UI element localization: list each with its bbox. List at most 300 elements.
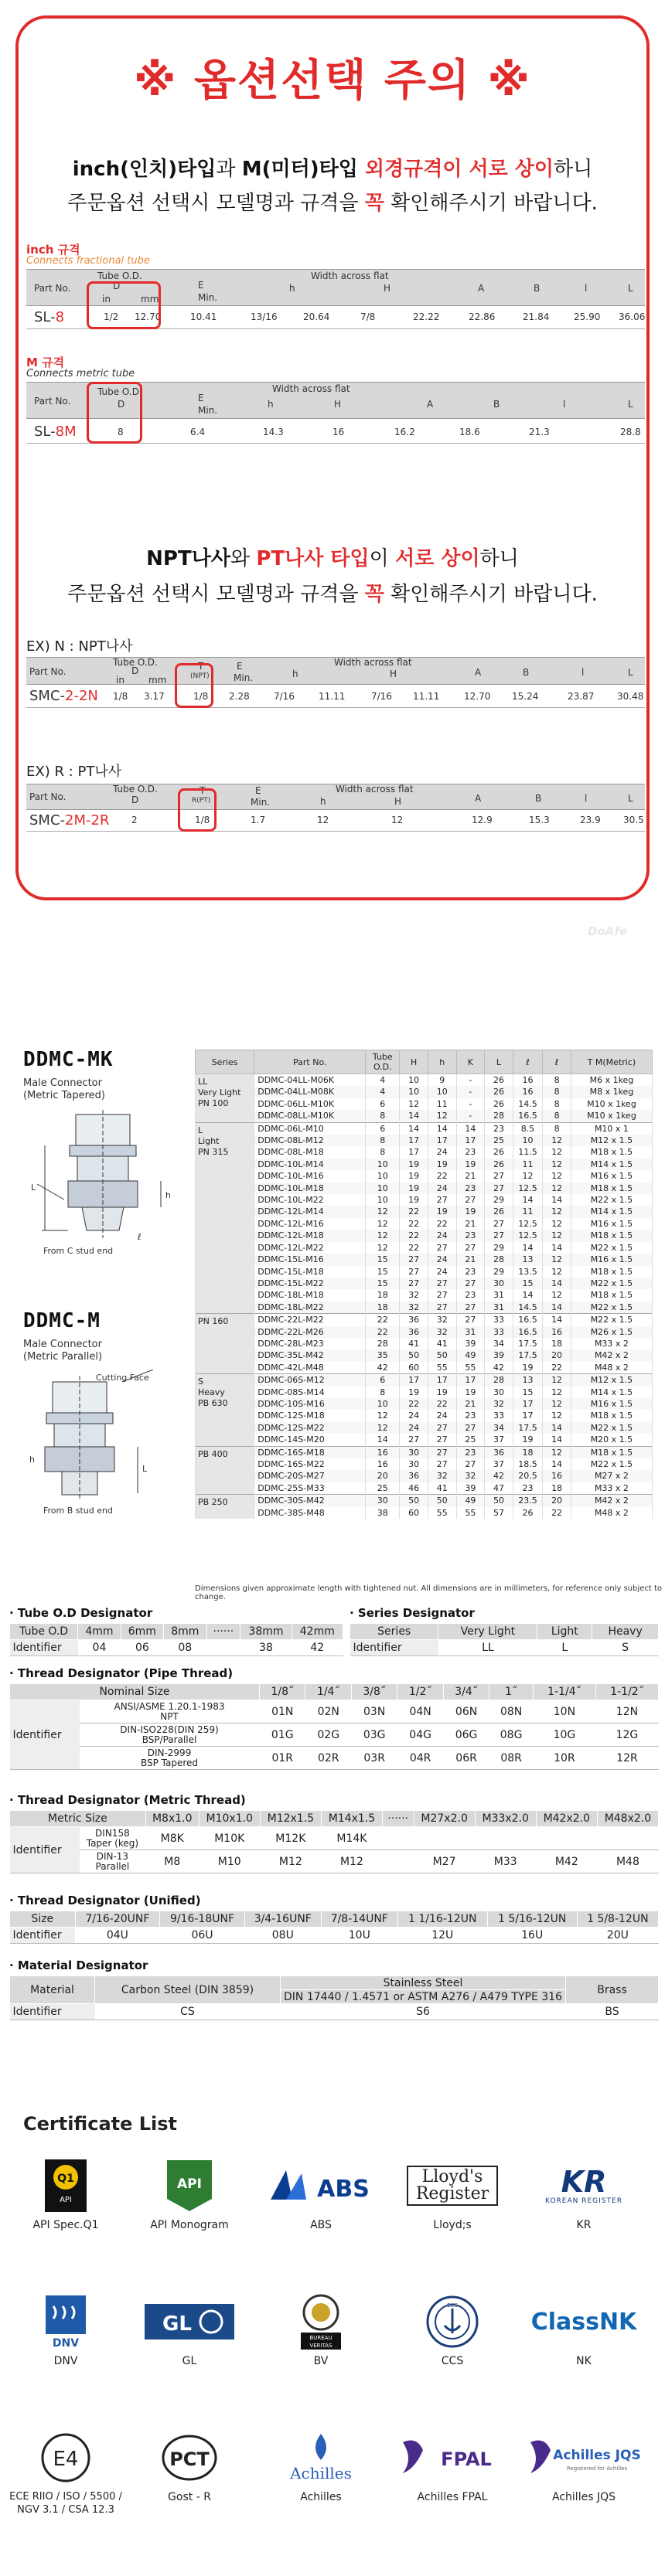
spec-cell: 29 bbox=[485, 1266, 513, 1278]
notice-line-3: NPT나사와 PT나사 타입이 서로 상이하니 bbox=[146, 547, 519, 570]
spec-cell: 30 bbox=[485, 1278, 513, 1289]
unified_thread-header-1: 7/16-20UNF bbox=[75, 1911, 160, 1928]
spec-cell: 16 bbox=[543, 1470, 571, 1482]
tube_od-header-4: ······ bbox=[206, 1624, 240, 1640]
pt-thread-highlight bbox=[178, 788, 217, 832]
metric_thread-value: M8K bbox=[145, 1827, 199, 1850]
table-row bbox=[196, 1422, 653, 1434]
pipe_thread-header-3: 3/8˝ bbox=[351, 1684, 397, 1700]
pipe_thread-value: 08R bbox=[489, 1747, 534, 1770]
spec-cell: 46 bbox=[400, 1482, 428, 1495]
metric_thread-value: M12 bbox=[260, 1850, 321, 1873]
spec-cell: 12 bbox=[543, 1135, 571, 1146]
series-cell: PN 160 bbox=[196, 1314, 254, 1374]
pipe_thread-value: 04N bbox=[397, 1700, 443, 1724]
table-row bbox=[196, 1242, 653, 1254]
spec-cell: 19 bbox=[400, 1159, 428, 1170]
spec-cell: M22 x 1.5 bbox=[571, 1278, 652, 1289]
unified_thread-cell-2: 06U bbox=[160, 1928, 245, 1944]
spec-cell: 50 bbox=[400, 1495, 428, 1507]
svg-text:Registered for Achilles: Registered for Achilles bbox=[566, 2465, 628, 2472]
spec-cell: 12 bbox=[543, 1410, 571, 1421]
spec-cell: 36 bbox=[400, 1326, 428, 1338]
metric_thread-value: M10K bbox=[199, 1827, 260, 1850]
spec-cell: M14 x 1.5 bbox=[571, 1206, 652, 1217]
spec-cell: 25 bbox=[366, 1482, 400, 1495]
spec-cell: 14 bbox=[543, 1434, 571, 1446]
spec-cell: 42 bbox=[366, 1362, 400, 1374]
table-row bbox=[196, 1183, 653, 1194]
metric_thread-value bbox=[475, 1827, 536, 1850]
tube-od-designator-title: · Tube O.D Designator bbox=[9, 1606, 153, 1620]
cert-dnv: DNV DNV bbox=[8, 2291, 124, 2368]
spec-cell: 9 bbox=[428, 1074, 456, 1087]
cert-achilles: Achilles Achilles bbox=[263, 2427, 379, 2504]
spec-cell: 15 bbox=[366, 1266, 400, 1278]
spec-cell: 14 bbox=[543, 1458, 571, 1470]
spec-cell: 12 bbox=[543, 1218, 571, 1230]
table-row bbox=[196, 1098, 653, 1110]
metric_thread-header-9: M48x2.0 bbox=[597, 1811, 658, 1827]
spec-cell: 17 bbox=[400, 1374, 428, 1387]
spec-cell: 18 bbox=[543, 1338, 571, 1349]
svg-text:h: h bbox=[165, 1190, 171, 1200]
spec-cell: 19 bbox=[456, 1159, 485, 1170]
cert-achilles-jqs: Achilles JQS Registered for Achilles Achilles JQS bbox=[526, 2427, 642, 2504]
tube_od-cell-0: Identifier bbox=[10, 1640, 78, 1656]
svg-text:API: API bbox=[177, 2176, 202, 2192]
unified-thread-designator-title: · Thread Designator (Unified) bbox=[9, 1894, 201, 1907]
spec-cell: 49 bbox=[456, 1349, 485, 1361]
part-number: DDMC-08L-M18 bbox=[254, 1146, 366, 1158]
spec-cell: 14 bbox=[400, 1122, 428, 1135]
model-sub-m: Male Connector (Metric Parallel) bbox=[23, 1339, 103, 1363]
carbon-steel-header: Carbon Steel (DIN 3859) bbox=[95, 1976, 281, 2004]
pipe_thread-value: 10R bbox=[533, 1747, 595, 1770]
spec-cell: 8 bbox=[366, 1146, 400, 1158]
spec-cell: 8 bbox=[543, 1098, 571, 1110]
unified_thread-header-3: 3/4-16UNF bbox=[244, 1911, 321, 1928]
spec-cell: 10 bbox=[366, 1194, 400, 1206]
notice-line-1: inch(인치)타입과 M(미터)타입 외경규격이 서로 상이하니 bbox=[72, 158, 593, 181]
spec-cell: 23 bbox=[456, 1146, 485, 1158]
pipe_thread-standard: DIN-2999 BSP Tapered bbox=[80, 1747, 260, 1770]
svg-text:DNV: DNV bbox=[52, 2337, 80, 2350]
svg-text:L: L bbox=[142, 1464, 148, 1474]
svg-text:E4: E4 bbox=[53, 2448, 79, 2471]
spec-cell: 8 bbox=[543, 1086, 571, 1097]
spec-cell: M10 x 1 bbox=[571, 1122, 652, 1135]
stainless-steel-subheader: DIN 17440 / 1.4571 or ASTM A276 / A479 TYPE 316 bbox=[281, 1990, 566, 2004]
table-row bbox=[196, 1338, 653, 1349]
metric_thread-identifier: Identifier bbox=[10, 1827, 80, 1873]
table-row bbox=[196, 1314, 653, 1326]
spec-cell: 23 bbox=[456, 1230, 485, 1241]
part-number: DDMC-04LL-M08K bbox=[254, 1086, 366, 1097]
pipe_thread-value: 02N bbox=[305, 1700, 351, 1724]
spec-cell: M33 x 2 bbox=[571, 1338, 652, 1349]
spec-cell: 57 bbox=[485, 1507, 513, 1519]
metric_thread-header-8: M42x2.0 bbox=[536, 1811, 597, 1827]
unified_thread-cell-0: Identifier bbox=[10, 1928, 76, 1944]
pipe_thread-header-7: 1-1/4˝ bbox=[533, 1684, 595, 1700]
unified_thread-cell-1: 04U bbox=[75, 1928, 160, 1944]
svg-text:Achilles JQS: Achilles JQS bbox=[553, 2448, 641, 2463]
spec-cell: 4 bbox=[366, 1074, 400, 1087]
spec-cell: 31 bbox=[485, 1289, 513, 1301]
svg-text:L: L bbox=[31, 1183, 36, 1193]
spec-cell: M18 x 1.5 bbox=[571, 1183, 652, 1194]
spec-cell: M22 x 1.5 bbox=[571, 1422, 652, 1434]
spec-cell: 17 bbox=[456, 1135, 485, 1146]
spec-cell: M18 x 1.5 bbox=[571, 1410, 652, 1421]
spec-cell: M12 x 1.5 bbox=[571, 1135, 652, 1146]
table-row bbox=[196, 1434, 653, 1446]
spec-cell: M16 x 1.5 bbox=[571, 1398, 652, 1410]
metric-od-highlight bbox=[87, 382, 142, 444]
spec-cell: M18 x 1.5 bbox=[571, 1289, 652, 1301]
spec-cell: 32 bbox=[456, 1470, 485, 1482]
spec-cell: 30 bbox=[366, 1495, 400, 1507]
unified_thread-cell-5: 12U bbox=[397, 1928, 487, 1944]
unified_thread-header-5: 1 1/16-12UN bbox=[397, 1911, 487, 1928]
spec-cell: 19 bbox=[456, 1206, 485, 1217]
part-number: DDMC-08L-M12 bbox=[254, 1135, 366, 1146]
series_des-header-3: Heavy bbox=[592, 1624, 659, 1640]
spec-cell: - bbox=[456, 1074, 485, 1087]
unified_thread-cell-6: 16U bbox=[487, 1928, 577, 1944]
spec-cell: 14 bbox=[456, 1122, 485, 1135]
spec-cell: 18 bbox=[366, 1302, 400, 1314]
spec-cell: 6 bbox=[366, 1098, 400, 1110]
part-number: DDMC-06LL-M10K bbox=[254, 1098, 366, 1110]
spec-cell: 34 bbox=[485, 1338, 513, 1349]
spec-cell: 33 bbox=[485, 1410, 513, 1421]
spec-cell: 27 bbox=[428, 1194, 456, 1206]
spec-cell: M6 x 1keg bbox=[571, 1074, 652, 1087]
ccs-logo-icon bbox=[394, 2291, 510, 2353]
metric-label: M 규격 bbox=[26, 356, 65, 369]
spec-cell: 8 bbox=[543, 1122, 571, 1135]
pipe_thread-value: 08G bbox=[489, 1724, 534, 1747]
material-s6: S6 bbox=[281, 2004, 566, 2020]
spec-cell: 14 bbox=[400, 1110, 428, 1122]
table-row bbox=[196, 1398, 653, 1410]
spec-cell: 17.5 bbox=[513, 1338, 542, 1349]
pipe-thread-designator-title: · Thread Designator (Pipe Thread) bbox=[9, 1666, 234, 1680]
pipe_thread-value: 10G bbox=[533, 1724, 595, 1747]
spec-cell: 20 bbox=[543, 1349, 571, 1361]
pipe_thread-identifier: Identifier bbox=[10, 1700, 80, 1770]
cert-nk: ClassNK NK bbox=[526, 2291, 642, 2368]
spec-cell: 23 bbox=[456, 1446, 485, 1458]
spec-cell: 12 bbox=[543, 1387, 571, 1398]
spec-cell: 22 bbox=[543, 1362, 571, 1374]
spec-cell: 20.5 bbox=[513, 1470, 542, 1482]
spec-cell: 27 bbox=[485, 1218, 513, 1230]
spec-cell: 27 bbox=[428, 1289, 456, 1301]
spec-cell: 12 bbox=[366, 1230, 400, 1241]
spec-cell: 27 bbox=[428, 1458, 456, 1470]
unified_thread-cell-3: 08U bbox=[244, 1928, 321, 1944]
metric_thread-header-7: M33x2.0 bbox=[475, 1811, 536, 1827]
spec-cell: 26 bbox=[485, 1159, 513, 1170]
spec-header-5: K bbox=[456, 1050, 485, 1074]
pipe_thread-value: 03N bbox=[351, 1700, 397, 1724]
metric_thread-value: M42 bbox=[536, 1850, 597, 1873]
metric_thread-value bbox=[382, 1827, 414, 1850]
table-row bbox=[196, 1122, 653, 1135]
spec-cell: 11 bbox=[513, 1206, 542, 1217]
e4-logo-icon bbox=[8, 2427, 124, 2489]
part-number: DDMC-10L-M18 bbox=[254, 1183, 366, 1194]
cert-api-monogram: API API Monogram bbox=[131, 2155, 247, 2232]
spec-cell: 36 bbox=[400, 1470, 428, 1482]
spec-cell: 12 bbox=[543, 1446, 571, 1458]
spec-cell: 17 bbox=[456, 1374, 485, 1387]
material-cs: CS bbox=[95, 2004, 281, 2020]
part-number: DDMC-18L-M18 bbox=[254, 1289, 366, 1301]
spec-cell: 16 bbox=[513, 1086, 542, 1097]
spec-cell: 12 bbox=[543, 1159, 571, 1170]
spec-cell: 41 bbox=[428, 1482, 456, 1495]
spec-cell: 25 bbox=[456, 1434, 485, 1446]
spec-cell: M22 x 1.5 bbox=[571, 1194, 652, 1206]
spec-cell: 17.5 bbox=[513, 1349, 542, 1361]
metric_thread-standard: DIN-13 Parallel bbox=[80, 1850, 146, 1873]
metric_thread-header-1: M8x1.0 bbox=[145, 1811, 199, 1827]
spec-cell: 6 bbox=[366, 1374, 400, 1387]
tube_od-cell-5: 38 bbox=[240, 1640, 292, 1656]
metric_thread-value: M12 bbox=[321, 1850, 382, 1873]
spec-cell: 14.5 bbox=[513, 1098, 542, 1110]
metric_thread-value bbox=[536, 1827, 597, 1850]
material-bs: BS bbox=[566, 2004, 659, 2020]
spec-cell: 27 bbox=[428, 1434, 456, 1446]
table-row bbox=[196, 1230, 653, 1241]
spec-cell: 24 bbox=[428, 1410, 456, 1421]
pipe_thread-value: 12G bbox=[595, 1724, 658, 1747]
pipe_thread-header-4: 1/2˝ bbox=[397, 1684, 443, 1700]
table-row bbox=[196, 1218, 653, 1230]
spec-cell: 12 bbox=[543, 1266, 571, 1278]
spec-cell: 18 bbox=[513, 1446, 542, 1458]
spec-cell: 22 bbox=[400, 1230, 428, 1241]
pt-example-label: EX) R : PT나사 bbox=[26, 764, 122, 780]
metric_thread-value: M27 bbox=[414, 1850, 475, 1873]
lloyds-register-logo-icon: Lloyd's Register bbox=[394, 2155, 510, 2217]
gl-logo-icon bbox=[131, 2291, 247, 2353]
series_des-cell-3: S bbox=[592, 1640, 659, 1656]
table-row bbox=[10, 1850, 659, 1873]
pipe_thread-header-5: 3/4˝ bbox=[443, 1684, 489, 1700]
spec-cell: 27 bbox=[456, 1278, 485, 1289]
spec-cell: 22 bbox=[428, 1398, 456, 1410]
option-notice-box bbox=[15, 15, 650, 900]
spec-cell: 4 bbox=[366, 1086, 400, 1097]
spec-cell: 22 bbox=[366, 1326, 400, 1338]
svg-text:API: API bbox=[60, 2196, 72, 2204]
part-number: DDMC-10L-M16 bbox=[254, 1170, 366, 1182]
svg-text:FPAL: FPAL bbox=[441, 2448, 492, 2470]
model-title-mk: DDMC-MK bbox=[23, 1048, 114, 1071]
metric-spec-table: Part No. Tube O.D. D E Min. Width across flat h H A B l L SL-8M 8 6.4 14.3 16 16.2 18.6 21.3 28.8 bbox=[26, 382, 645, 444]
table-row bbox=[196, 1289, 653, 1301]
spec-cell: 26 bbox=[485, 1086, 513, 1097]
spec-cell: 27 bbox=[428, 1446, 456, 1458]
spec-cell: 12 bbox=[543, 1289, 571, 1301]
pipe_thread-value: 04R bbox=[397, 1747, 443, 1770]
ddmc-spec-table bbox=[195, 1050, 653, 1519]
spec-cell: 19 bbox=[400, 1194, 428, 1206]
spec-cell: 38 bbox=[366, 1507, 400, 1519]
spec-cell: 23 bbox=[456, 1183, 485, 1194]
spec-cell: 31 bbox=[485, 1302, 513, 1314]
spec-cell: M18 x 1.5 bbox=[571, 1446, 652, 1458]
part-number: DDMC-25S-M33 bbox=[254, 1482, 366, 1495]
spec-cell: 12 bbox=[366, 1206, 400, 1217]
spec-cell: 27 bbox=[400, 1266, 428, 1278]
tube_od-cell-2: 06 bbox=[121, 1640, 163, 1656]
male-connector-tapered-drawing bbox=[22, 1107, 184, 1243]
spec-cell: 55 bbox=[428, 1507, 456, 1519]
metric_thread-value: M12K bbox=[260, 1827, 321, 1850]
spec-cell: 30 bbox=[400, 1446, 428, 1458]
table-row bbox=[196, 1349, 653, 1361]
spec-cell: 14 bbox=[543, 1314, 571, 1326]
spec-cell: 26 bbox=[485, 1074, 513, 1087]
spec-cell: 13 bbox=[513, 1374, 542, 1387]
svg-text:BUREAU: BUREAU bbox=[309, 2335, 332, 2341]
kr-logo-icon: KR KOREAN REGISTER bbox=[545, 2165, 622, 2205]
part-number: DDMC-15L-M16 bbox=[254, 1254, 366, 1265]
part-number: DDMC-28L-M23 bbox=[254, 1338, 366, 1349]
cutting-face-label: Cutting Face bbox=[96, 1373, 149, 1383]
spec-cell: 26 bbox=[485, 1098, 513, 1110]
spec-cell: 29 bbox=[485, 1194, 513, 1206]
spec-cell: 22 bbox=[543, 1507, 571, 1519]
pipe_thread-value: 01N bbox=[260, 1700, 305, 1724]
spec-cell: 14 bbox=[543, 1302, 571, 1314]
spec-cell: 27 bbox=[456, 1242, 485, 1254]
table-row bbox=[10, 1747, 659, 1770]
spec-cell: 22 bbox=[428, 1218, 456, 1230]
spec-cell: 14.5 bbox=[513, 1302, 542, 1314]
part-number: DDMC-22L-M22 bbox=[254, 1314, 366, 1326]
svg-text:ABS: ABS bbox=[317, 2176, 370, 2203]
spec-cell: 26 bbox=[513, 1507, 542, 1519]
spec-cell: 23.5 bbox=[513, 1495, 542, 1507]
spec-cell: 22 bbox=[366, 1314, 400, 1326]
series_des-cell-2: L bbox=[537, 1640, 592, 1656]
spec-cell: 20 bbox=[366, 1470, 400, 1482]
spec-cell: 10 bbox=[366, 1398, 400, 1410]
part-number: DDMC-14S-M20 bbox=[254, 1434, 366, 1446]
spec-cell: M12 x 1.5 bbox=[571, 1374, 652, 1387]
spec-cell: 14 bbox=[543, 1242, 571, 1254]
table-row bbox=[196, 1206, 653, 1217]
pipe_thread-value: 06N bbox=[443, 1700, 489, 1724]
spec-cell: 19 bbox=[428, 1387, 456, 1398]
pipe_thread-standard: DIN-ISO228(DIN 259) BSP/Parallel bbox=[80, 1724, 260, 1747]
metric_thread-value: M8 bbox=[145, 1850, 199, 1873]
spec-cell: 23 bbox=[513, 1482, 542, 1495]
inch-spec-table: Part No. Tube O.D. D in mm E Min. Width across flat h H A B l L SL-8 1/2 12.70 10.41 13/16 20.64 7/8 22.22 22.86 21.84 25.90 36.06 bbox=[26, 269, 645, 329]
part-number: DDMC-08LL-M10K bbox=[254, 1110, 366, 1122]
spec-cell: 31 bbox=[456, 1326, 485, 1338]
spec-cell: 32 bbox=[400, 1302, 428, 1314]
series_des-header-1: Very Light bbox=[438, 1624, 537, 1640]
part-number: DDMC-12L-M18 bbox=[254, 1230, 366, 1241]
series-cell: S Heavy PB 630 bbox=[196, 1374, 254, 1446]
table-row bbox=[196, 1326, 653, 1338]
spec-cell: 14 bbox=[513, 1242, 542, 1254]
svg-text:h: h bbox=[29, 1455, 35, 1465]
spec-cell: 14 bbox=[543, 1194, 571, 1206]
spec-cell: - bbox=[456, 1086, 485, 1097]
tube_od-header-1: 4mm bbox=[78, 1624, 121, 1640]
pipe_thread-value: 06G bbox=[443, 1724, 489, 1747]
spec-cell: 15 bbox=[366, 1278, 400, 1289]
part-number: DDMC-10L-M22 bbox=[254, 1194, 366, 1206]
spec-cell: M20 x 1.5 bbox=[571, 1434, 652, 1446]
spec-cell: 24 bbox=[428, 1230, 456, 1241]
spec-cell: 16 bbox=[366, 1458, 400, 1470]
pipe_thread-value: 04G bbox=[397, 1724, 443, 1747]
npt-thread-highlight bbox=[175, 663, 213, 708]
spec-cell: 8 bbox=[543, 1110, 571, 1122]
spec-cell: 30 bbox=[485, 1387, 513, 1398]
table-row bbox=[196, 1266, 653, 1278]
spec-cell: 12 bbox=[366, 1218, 400, 1230]
metric_thread-standard: DIN158 Taper (keg) bbox=[80, 1827, 146, 1850]
spec-cell: M27 x 2 bbox=[571, 1470, 652, 1482]
spec-cell: 32 bbox=[428, 1326, 456, 1338]
spec-cell: 36 bbox=[485, 1446, 513, 1458]
spec-cell: 11 bbox=[513, 1159, 542, 1170]
tube_od-header-0: Tube O.D bbox=[10, 1624, 78, 1640]
table-row bbox=[196, 1410, 653, 1421]
spec-cell: M22 x 1.5 bbox=[571, 1302, 652, 1314]
spec-cell: 18 bbox=[543, 1482, 571, 1495]
inch-od-highlight bbox=[87, 281, 161, 329]
spec-cell: 22 bbox=[400, 1218, 428, 1230]
spec-cell: 24 bbox=[428, 1183, 456, 1194]
spec-cell: 27 bbox=[428, 1242, 456, 1254]
table-row bbox=[196, 1495, 653, 1507]
tube_od-cell-1: 04 bbox=[78, 1640, 121, 1656]
spec-cell: 47 bbox=[485, 1482, 513, 1495]
spec-cell: M22 x 1.5 bbox=[571, 1242, 652, 1254]
metric-sublabel: Connects metric tube bbox=[26, 368, 135, 379]
spec-cell: 17 bbox=[428, 1135, 456, 1146]
watermark-icon: DoAfe bbox=[588, 924, 628, 938]
spec-cell: 13 bbox=[513, 1254, 542, 1265]
spec-cell: 16 bbox=[543, 1326, 571, 1338]
spec-cell: 39 bbox=[485, 1349, 513, 1361]
spec-cell: 26 bbox=[485, 1206, 513, 1217]
metric_thread-header-4: M14x1.5 bbox=[321, 1811, 382, 1827]
metric_thread-value: M14K bbox=[321, 1827, 382, 1850]
spec-cell: 50 bbox=[400, 1349, 428, 1361]
spec-cell: 12 bbox=[543, 1146, 571, 1158]
spec-cell: 27 bbox=[485, 1183, 513, 1194]
spec-header-0: Series bbox=[196, 1050, 254, 1074]
spec-cell: 19 bbox=[513, 1434, 542, 1446]
pipe_thread-value: 10N bbox=[533, 1700, 595, 1724]
spec-cell: 21 bbox=[456, 1218, 485, 1230]
spec-cell: M10 x 1keg bbox=[571, 1110, 652, 1122]
